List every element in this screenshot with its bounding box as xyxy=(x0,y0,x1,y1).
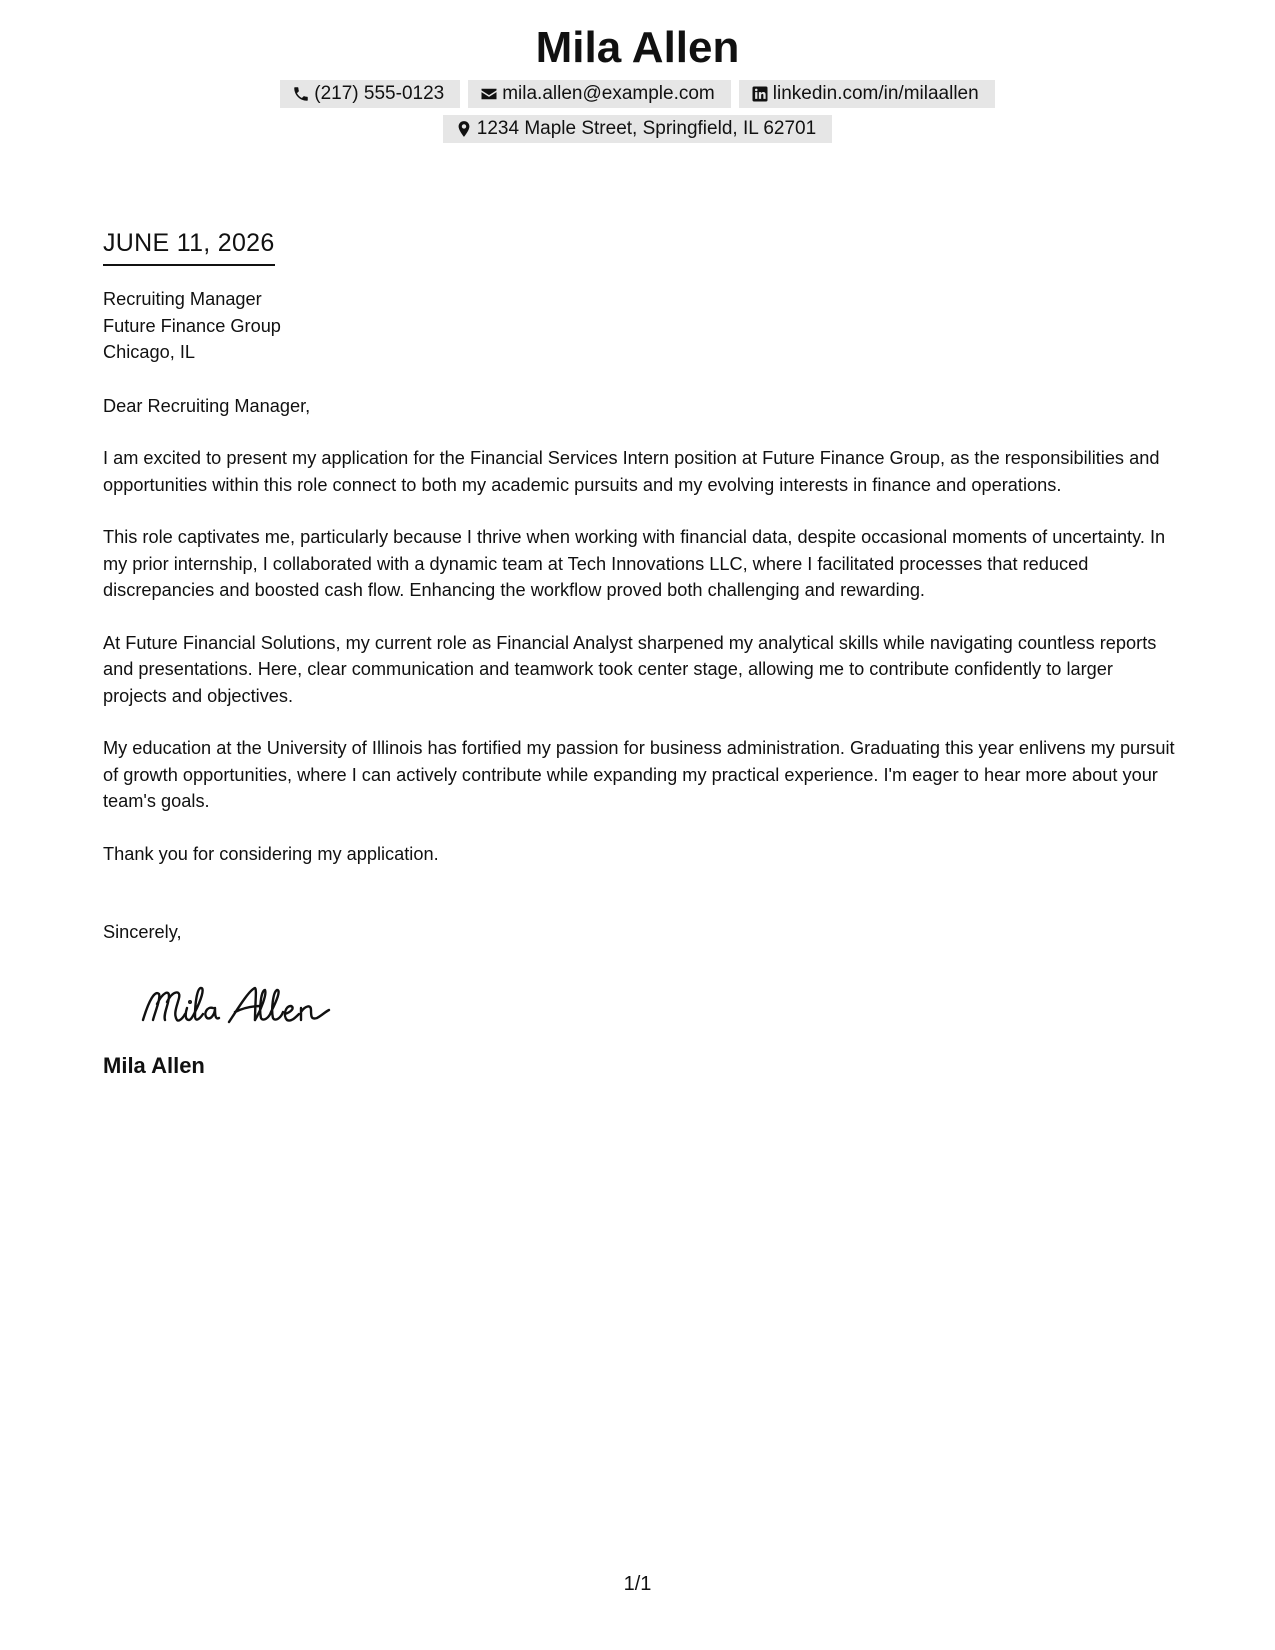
contact-phone xyxy=(280,80,460,108)
recipient-title: Recruiting Manager xyxy=(103,289,262,309)
envelope-icon xyxy=(480,85,498,103)
letter-date: JUNE 11, 2026 xyxy=(103,228,275,266)
phone-icon xyxy=(292,85,310,103)
paragraph-internship: This role captivates me, particularly because I thrive when working with financial data, despite occasional moments of uncertainty. In my prior internship, I collaborated with a dynamic team at Tech Innovations LLC, where I facilitated processes that reduced discrepancies and boosted cash flow. Enhancing the workflow proved both challenging and rewarding. xyxy=(103,527,1166,600)
sign-off: Sincerely, xyxy=(103,922,182,942)
letter-header xyxy=(0,0,1275,143)
paragraph-education: My education at the University of Illinois has fortified my passion for business administration. Graduating this year enlivens my pursuit of growth opportunities, where I can actively contribute while expanding my practical experience. I'm eager to hear more about your team's goals. xyxy=(103,738,1175,811)
linkedin-text: linkedin.com/in/milaallen xyxy=(772,83,979,104)
closing-line: Thank you for considering my application. xyxy=(103,843,439,864)
greeting: Dear Recruiting Manager, xyxy=(103,395,311,416)
contact-row-primary xyxy=(0,80,1275,108)
email-text: mila.allen@example.com xyxy=(502,83,715,104)
applicant-name: Mila Allen xyxy=(535,23,740,72)
contact-linkedin[interactable] xyxy=(739,80,995,108)
contact-row-secondary xyxy=(0,115,1275,143)
page-number: 1/1 xyxy=(623,1573,652,1595)
paragraph-intro: I am excited to present my application for the Financial Services Intern position at Future Finance Group, as the responsibilities and opportunities within this role connect to both my academic pursuits and my evolving interests in finance and operations. xyxy=(103,448,1160,495)
map-pin-icon xyxy=(455,120,473,138)
contact-address xyxy=(443,115,832,143)
recipient-block xyxy=(103,286,1175,366)
phone-text: (217) 555-0123 xyxy=(314,83,445,104)
linkedin-icon xyxy=(751,85,769,103)
signer-name: Mila Allen xyxy=(103,1052,205,1078)
paragraph-current-role: At Future Financial Solutions, my current role as Financial Analyst sharpened my analytical skills while navigating countless reports and presentations. Here, clear communication and teamwork took center stage, allowing me to contribute confidently to larger projects and objectives. xyxy=(103,632,1157,706)
recipient-company: Future Finance Group xyxy=(103,315,281,336)
address-text: 1234 Maple Street, Springfield, IL 62701 xyxy=(476,118,817,139)
letter-body xyxy=(103,228,1175,1080)
contact-email[interactable] xyxy=(468,80,731,108)
recipient-location: Chicago, IL xyxy=(103,342,196,362)
handwritten-signature xyxy=(139,980,339,1032)
